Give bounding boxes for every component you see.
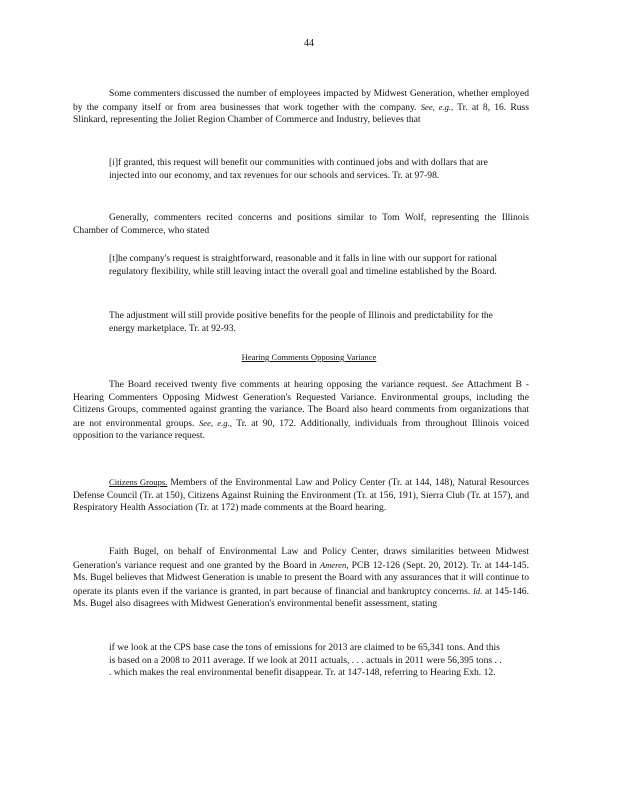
block-quote-slinkard: [i]f granted, this request will benefit our communities with continued jobs and with dollars that are injected into our economy, and tax revenues for our schools and services. Tr. at 97-98.	[109, 157, 488, 181]
block-quote-wolf-1: [t]he company's request is straightforward, reasonable and it falls in line with our support for rational regulatory flexibility, while still leaving intact the overall goal and timeline established by the Board.	[109, 253, 498, 277]
citizens-groups-label: Citizens Groups.	[109, 477, 168, 487]
block-quote-wolf-2: The adjustment will still provide positive benefits for the people of Illinois and predictability for the energy marketplace. Tr. at 92-93.	[109, 310, 493, 334]
paragraph-opposing-comments: The Board received twenty five comments at hearing opposing the variance request. See Attachment B - Hearing Commenters Opposing Midwest Generation's Requested Variance. Environmental groups, including the Citizens Groups, commented against granting the variance. The Board also heard comments from organizations that are not environmental groups. See, e.g., Tr. at 90, 172. Additionally, individuals from throughout Illinois voiced opposition to the variance request.	[73, 379, 529, 441]
paragraph-employees: Some commenters discussed the number of employees impacted by Midwest Generation, whether employed by the company itself or from area businesses that work together with the company. See, e.g., Tr. at 8, 16. Russ Slinkard, representing the Joliet Region Chamber of Commerce and Industry, believes that	[73, 88, 529, 125]
citation-signal: See, e.g.,	[420, 101, 454, 112]
paragraph-bugel: Faith Bugel, on behalf of Environmental Law and Policy Center, draws similarities between Midwest Generation's variance request and one granted by the Board in Ameren, PCB 12-126 (Sept. 20, 2012). Tr. at 144-145. Ms. Bugel believes that Midwest Generation is unable to present the Board with any assurances that it will continue to operate its plants even if the variance is granted, in part because of financial and bankruptcy concerns. Id. at 145-146. Ms. Bugel also disagrees with Midwest Generation's environmental benefit assessment, stating	[73, 546, 529, 609]
section-heading: Hearing Comments Opposing Variance	[241, 352, 377, 362]
paragraph-generally: Generally, commenters recited concerns and positions similar to Tom Wolf, representing the Illinois Chamber of Commerce, who stated	[73, 212, 529, 236]
block-quote-bugel: if we look at the CPS base case the tons of emissions for 2013 are claimed to be 65,341 tons. And this is based on a 2008 to 2011 average. If we look at 2011 actuals, . . . actuals in 2011 were 56,395 tons . . . which makes the real environmental benefit disappear. Tr. at 147-148, referring to Hearing Exh. 12.	[109, 642, 502, 678]
page-number: 44	[304, 38, 314, 49]
paragraph-citizens-groups: Citizens Groups. Members of the Environmental Law and Policy Center (Tr. at 144, 148), Natural Resources Defense Council (Tr. at 150), Citizens Against Ruining the Environment (Tr. at 156, 191), Sierra Club (Tr. at 157), and Respiratory Health Association (Tr. at 172) made comments at the Board hearing.	[73, 477, 529, 513]
